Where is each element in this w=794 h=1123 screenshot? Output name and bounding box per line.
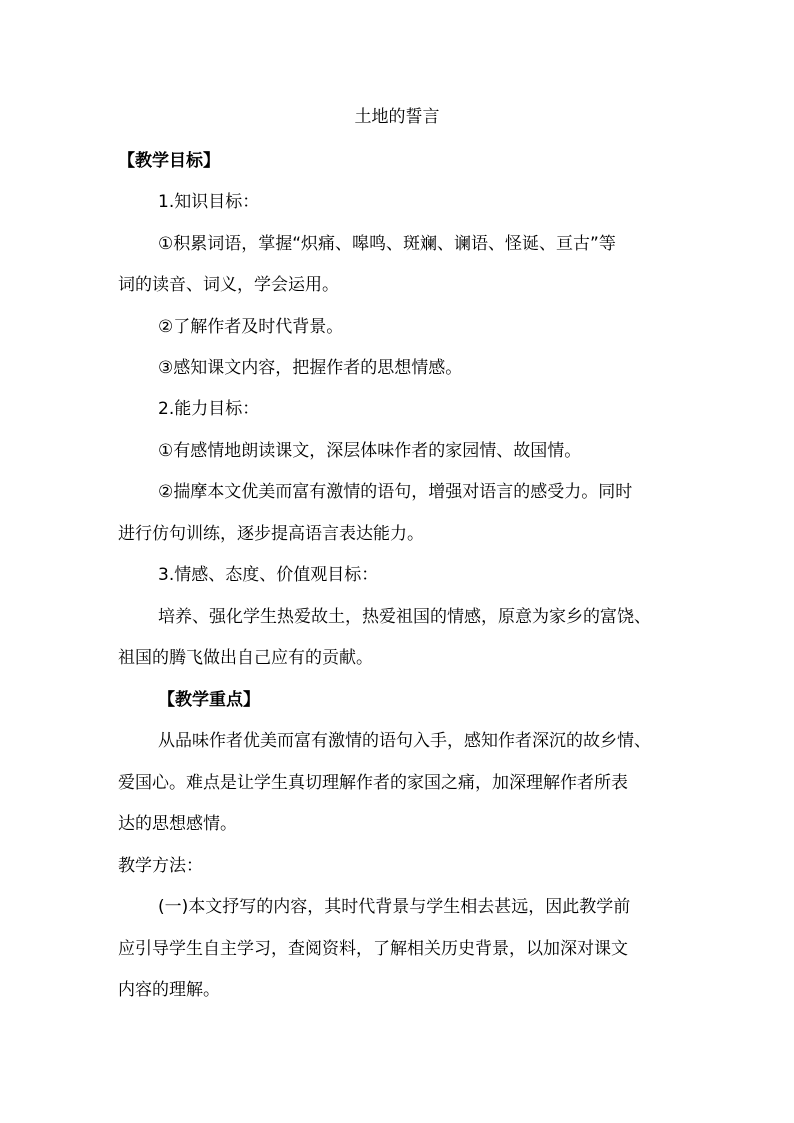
teaching-methods-line-3: 内容的理解。 xyxy=(118,980,220,1000)
knowledge-item-1-line-2: 词的读音、词义，学会运用。 xyxy=(118,275,339,295)
teaching-focus-line-3: 达的思想感情。 xyxy=(118,814,237,834)
knowledge-goals-heading: 1.知识目标： xyxy=(158,192,260,212)
ability-item-2-line-2: 进行仿句训练，逐步提高语言表达能力。 xyxy=(118,524,424,544)
teaching-methods-heading: 教学方法： xyxy=(118,856,203,876)
document-title: 土地的誓言 xyxy=(354,107,440,127)
emotion-goals-heading: 3.情感、态度、价值观目标： xyxy=(158,565,379,585)
teaching-focus-line-1: 从品味作者优美而富有激情的语句入手，感知作者深沉的故乡情、 xyxy=(158,731,651,751)
ability-goals-heading: 2.能力目标： xyxy=(158,399,260,419)
emotion-text-line-1: 培养、强化学生热爱故土，热爱祖国的情感，原意为家乡的富饶、 xyxy=(158,607,651,627)
teaching-focus-line-2: 爱国心。难点是让学生真切理解作者的家国之痛，加深理解作者所表 xyxy=(118,773,628,793)
knowledge-item-3: ③感知课文内容，把握作者的思想情感。 xyxy=(158,358,463,378)
teaching-focus-heading: 【教学重点】 xyxy=(158,690,260,710)
emotion-text-line-2: 祖国的腾飞做出自己应有的贡献。 xyxy=(118,648,373,668)
ability-item-2-line-1: ②揣摩本文优美而富有激情的语句，增强对语言的感受力。同时 xyxy=(158,482,633,502)
knowledge-item-2: ②了解作者及时代背景。 xyxy=(158,317,344,337)
teaching-methods-line-1: (一)本文抒写的内容，其时代背景与学生相去甚远，因此教学前 xyxy=(158,897,631,917)
teaching-goals-heading: 【教学目标】 xyxy=(118,151,220,171)
knowledge-item-1-line-1: ①积累词语，掌握“炽痛、嗥鸣、斑斓、谰语、怪诞、亘古”等 xyxy=(158,234,616,254)
ability-item-1: ①有感情地朗读课文，深层体味作者的家园情、故国情。 xyxy=(158,441,582,461)
teaching-methods-line-2: 应引导学生自主学习，查阅资料，了解相关历史背景，以加深对课文 xyxy=(118,939,628,959)
